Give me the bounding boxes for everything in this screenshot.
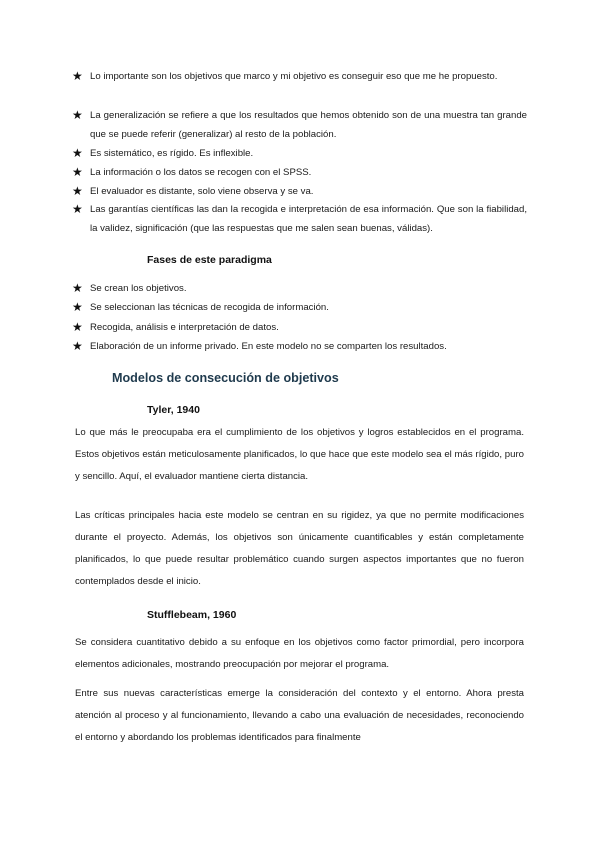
list-item-text: Recogida, análisis e interpretación de datos.	[90, 322, 279, 333]
list-item	[72, 144, 527, 163]
fases-heading: Fases de este paradigma	[147, 254, 272, 266]
list-item	[72, 67, 527, 86]
list-item	[72, 106, 527, 144]
list-item-text: La generalización se refiere a que los resultados que hemos obtenido son de una muestra tan grande que se puede referir (generalizar) al resto de la población.	[90, 110, 527, 140]
list-item	[72, 200, 527, 238]
tyler-paragraph-2: Las críticas principales hacia este modelo se centran en su rigidez, ya que no permite modificaciones durante el proyecto. Además, los objetivos son únicamente cuantificables y están completamente planificados, lo que puede resultar problemático cuando surgen aspectos importantes que no fueron contemplados desde el inicio.	[75, 510, 524, 587]
star-bullet-icon: ★	[72, 146, 83, 160]
list-item	[72, 318, 527, 337]
stufflebeam-paragraph-1: Se considera cuantitativo debido a su enfoque en los objetivos como factor primordial, pero incorpora elementos adicionales, mostrando preocupación por mejorar el programa.	[75, 637, 524, 670]
list-item-text: El evaluador es distante, solo viene observa y se va.	[90, 186, 314, 197]
star-bullet-icon: ★	[72, 202, 83, 216]
list-item-text: Elaboración de un informe privado. En este modelo no se comparten los resultados.	[90, 341, 447, 352]
star-bullet-icon: ★	[72, 108, 83, 122]
tyler-heading: Tyler, 1940	[147, 404, 200, 416]
list-item	[72, 337, 527, 356]
list-item	[72, 298, 527, 317]
list-item-text: Es sistemático, es rígido. Es inflexible.	[90, 148, 254, 159]
star-bullet-icon: ★	[72, 320, 83, 334]
list-item	[72, 163, 527, 182]
star-bullet-icon: ★	[72, 281, 83, 295]
star-bullet-icon: ★	[72, 184, 83, 198]
list-item	[72, 182, 527, 201]
star-bullet-icon: ★	[72, 339, 83, 353]
list-item-text: Se seleccionan las técnicas de recogida de información.	[90, 302, 329, 313]
star-bullet-icon: ★	[72, 165, 83, 179]
list-item-text: La información o los datos se recogen con el SPSS.	[90, 167, 312, 178]
stufflebeam-paragraph-2: Entre sus nuevas características emerge la consideración del contexto y el entorno. Ahora presta atención al proceso y al funcionamiento, llevando a cabo una evaluación de necesidades, reconociendo el entorno y abordando los problemas identificados para finalmente	[75, 688, 524, 743]
star-bullet-icon: ★	[72, 300, 83, 314]
list-item	[72, 279, 527, 298]
list-item-text: Lo importante son los objetivos que marco y mi objetivo es conseguir eso que me he propuesto.	[90, 71, 498, 82]
list-item-text: Se crean los objetivos.	[90, 283, 187, 294]
stufflebeam-heading: Stufflebeam, 1960	[147, 609, 237, 621]
star-bullet-icon: ★	[72, 69, 83, 83]
tyler-paragraph-1: Lo que más le preocupaba era el cumplimiento de los objetivos y logros establecidos en el programa. Estos objetivos están meticulosamente planificados, lo que hace que este modelo sea el más rígido, puro y sencillo. Aquí, el evaluador mantiene cierta distancia.	[75, 427, 524, 482]
section-heading: Modelos de consecución de objetivos	[112, 371, 339, 385]
list-item-text: Las garantías científicas las dan la recogida e interpretación de esa información. Que son la fiabilidad, la validez, significación (que las respuestas que me salen sean buenas, válidas).	[90, 204, 527, 234]
